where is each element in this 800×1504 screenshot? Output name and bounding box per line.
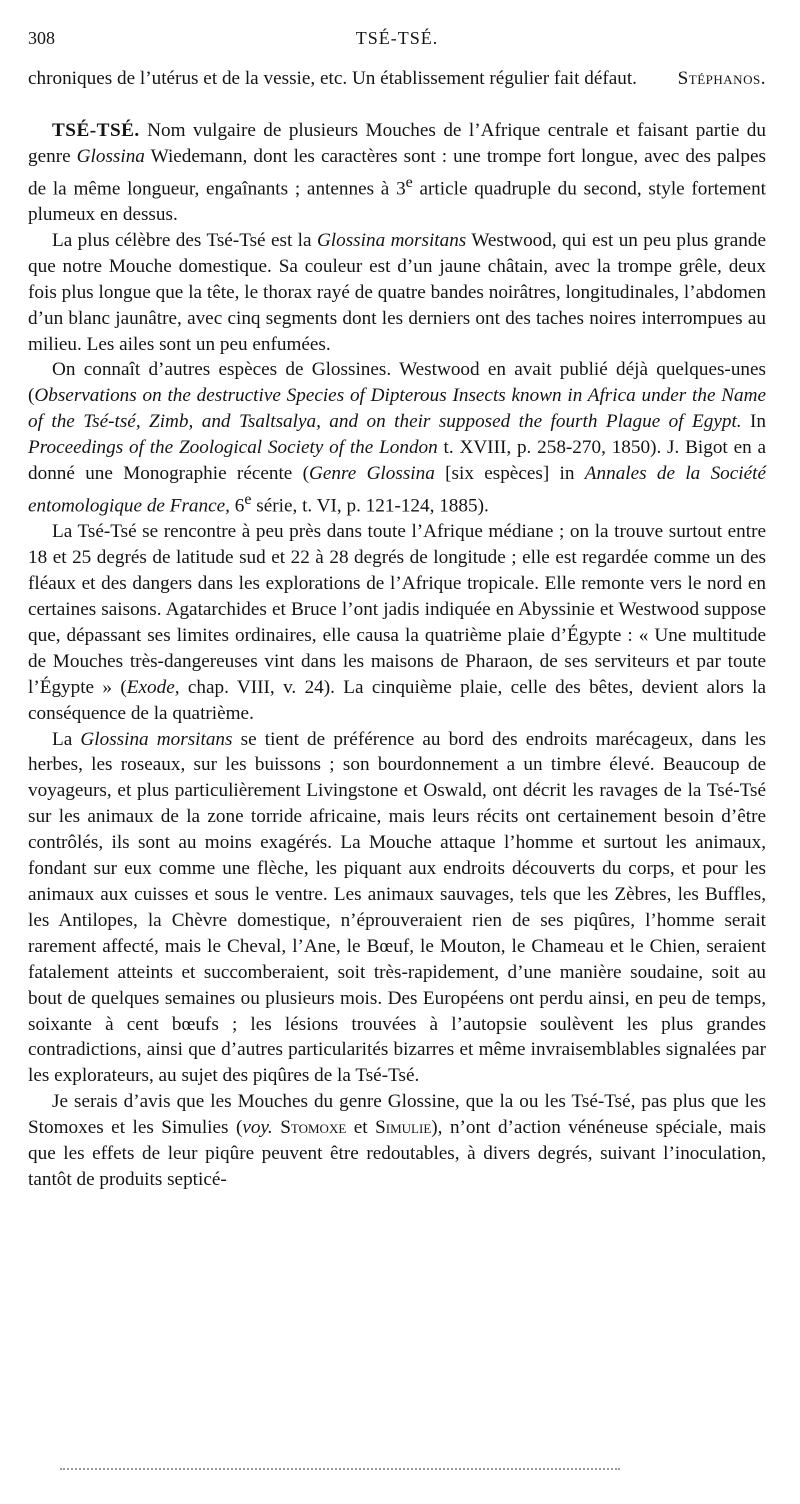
article-paragraph-3 bbox=[28, 357, 766, 519]
author-signature: Stéphanos. bbox=[677, 68, 766, 89]
text-run: La plus célèbre des Tsé-Tsé est la bbox=[52, 229, 317, 251]
superscript: e bbox=[405, 173, 413, 191]
italic-run: Annales de la Société entomologique de France, bbox=[28, 463, 766, 517]
text-run: article quadruple du second, style fortement plumeux en dessus. bbox=[28, 178, 766, 226]
article-paragraph-2 bbox=[28, 228, 766, 358]
italic-run: Exode, bbox=[126, 676, 180, 698]
text-run: [six espèces] in bbox=[434, 463, 585, 485]
italic-run: Observations on the destructive Species of Dipterous Insects known in Africa under the Name of the Tsé-tsé, Zimb, and Tsaltsalya, and on their supposed the fourth Plague of Egypt. bbox=[28, 385, 766, 433]
italic-run: Glossina morsitans bbox=[316, 229, 467, 251]
article-paragraph-6 bbox=[28, 1089, 766, 1193]
text-run: On connaît d’autres espèces de Glossines. Westwood en avait publié déjà quelques-unes ( bbox=[28, 359, 766, 407]
footer-rule bbox=[60, 1468, 620, 1470]
document-page bbox=[28, 26, 766, 1193]
cross-reference: Simulie bbox=[375, 1117, 432, 1139]
text-run: ), n’ont d’action vénéneuse spéciale, mais que les effets de leur piqûre peuvent être redoutables, à divers degrés, suivant l’inoculation, tantôt de produits septicé- bbox=[28, 1117, 766, 1190]
article-paragraph-1 bbox=[28, 118, 766, 228]
page-header bbox=[28, 26, 766, 66]
text-run: se tient de préférence au bord des endroits marécageux, dans les herbes, les roseaux, sur les buissons ; son bourdonnement a un timbre élevé. Beaucoup de voyageurs, et plus particulièrement Livingstone et Oswald, ont décrit les ravages de la Tsé-Tsé sur les animaux de la zone torride africaine, mais leurs récits ont certainement besoin d’être contrôlés, ils sont au moins exagérés. La Mouche attaque l’homme et surtout les animaux, fondant sur eux comme une flèche, les piquant aux endroits découverts du corps, et pour les animaux aux cuisses et sous le ventre. Les animaux sauvages, tels que les Zèbres, les Buffles, les Antilopes, la Chèvre domestique, n’éprouveraient rien de ses piqûres, l’homme serait rarement affecté, mais le Cheval, l’Ane, le Bœuf, le Mouton, le Chameau et le Chien, seraient fatalement atteints et succomberaient, soit très-rapidement, d’une manière soudaine, soit au bout de quelques semaines ou plusieurs mois. Des Européens ont perdu ainsi, en peu de temps, soixante à cent bœufs ; les lésions trouvées à l’autopsie soulèvent les plus grandes contradictions, ainsi que d’autres particularités bizarres et même invraisemblables signalées par les explorateurs, au sujet des piqûres de la Tsé-Tsé. bbox=[28, 728, 766, 1087]
text-run: t. XVIII, p. 258-270, 1850). J. Bigot en a donné une Monographie récente ( bbox=[28, 437, 766, 485]
page-number: 308 bbox=[28, 28, 55, 48]
text-run: série, t. VI, p. 121-124, 1885). bbox=[251, 495, 489, 517]
italic-run: Proceedings of the Zoological Society of the London bbox=[28, 437, 438, 459]
text-run: 6 bbox=[229, 495, 245, 517]
text-run: La Tsé-Tsé se rencontre à peu près dans toute l’Afrique médiane ; on la trouve surtout entre 18 et 25 degrés de latitude sud et 22 à 28 degrés de longitude ; elle est regardée comme un des fléaux et des dangers dans les explorations de l’Afrique tropicale. Elle remonte vers le nord en certaines saisons. Agatarchides et Bruce l’ont jadis indiquée en Abyssinie et Westwood suppose que, dépassant ses limites ordinaires, elle causa la quatrième plaie d’Égypte : « Une multitude de Mouches très-dangereuses vint dans les maisons de Pharaon, de ses serviteurs et par toute l’Égypte » ( bbox=[28, 521, 766, 698]
previous-article-text: chroniques de l’utérus et de la vessie, etc. Un établissement régulier fait défaut. bbox=[28, 68, 637, 89]
article-paragraph-5 bbox=[28, 727, 766, 1090]
italic-run: Glossina morsitans bbox=[80, 728, 233, 750]
cross-reference: Stomoxe bbox=[280, 1117, 347, 1139]
superscript: e bbox=[244, 490, 252, 508]
previous-article-ending bbox=[28, 66, 766, 92]
text-run: Wiedemann, dont les caractères sont : une trompe fort longue, avec des palpes de la même longueur, engaînants ; antennes à 3 bbox=[28, 145, 766, 200]
text-run: et bbox=[346, 1117, 376, 1139]
article-paragraph-4 bbox=[28, 519, 766, 726]
text-run: chap. VIII, v. 24). La cinquième plaie, celle des bêtes, devient alors la conséquence de la quatrième. bbox=[28, 676, 766, 724]
italic-run: Glossina bbox=[76, 145, 145, 167]
italic-run: Genre Glossina bbox=[309, 463, 435, 485]
article-headword: TSÉ-TSÉ. bbox=[52, 119, 140, 141]
text-run: Nom vulgaire de plusieurs Mouches de l’Afrique centrale et faisant partie du genre bbox=[28, 119, 766, 167]
running-title: TSÉ-TSÉ. bbox=[355, 28, 439, 48]
text-run: In bbox=[741, 411, 766, 433]
text-run: La bbox=[52, 728, 81, 750]
text-run: Je serais d’avis que les Mouches du genre Glossine, que la ou les Tsé-Tsé, pas plus que les Stomoxes et les Simulies ( bbox=[28, 1091, 766, 1139]
text-run: Westwood, qui est un peu plus grande que notre Mouche domestique. Sa couleur est d’un jaune châtain, avec la trompe grêle, deux fois plus longue que la tête, le thorax rayé de quatre bandes noirâtres, longitudinales, l’abdomen d’un blanc jaunâtre, avec cinq segments dont les derniers ont des taches noires interrompues au milieu. Les ailes sont un peu enfumées. bbox=[28, 229, 766, 355]
italic-run: voy. bbox=[242, 1117, 273, 1139]
